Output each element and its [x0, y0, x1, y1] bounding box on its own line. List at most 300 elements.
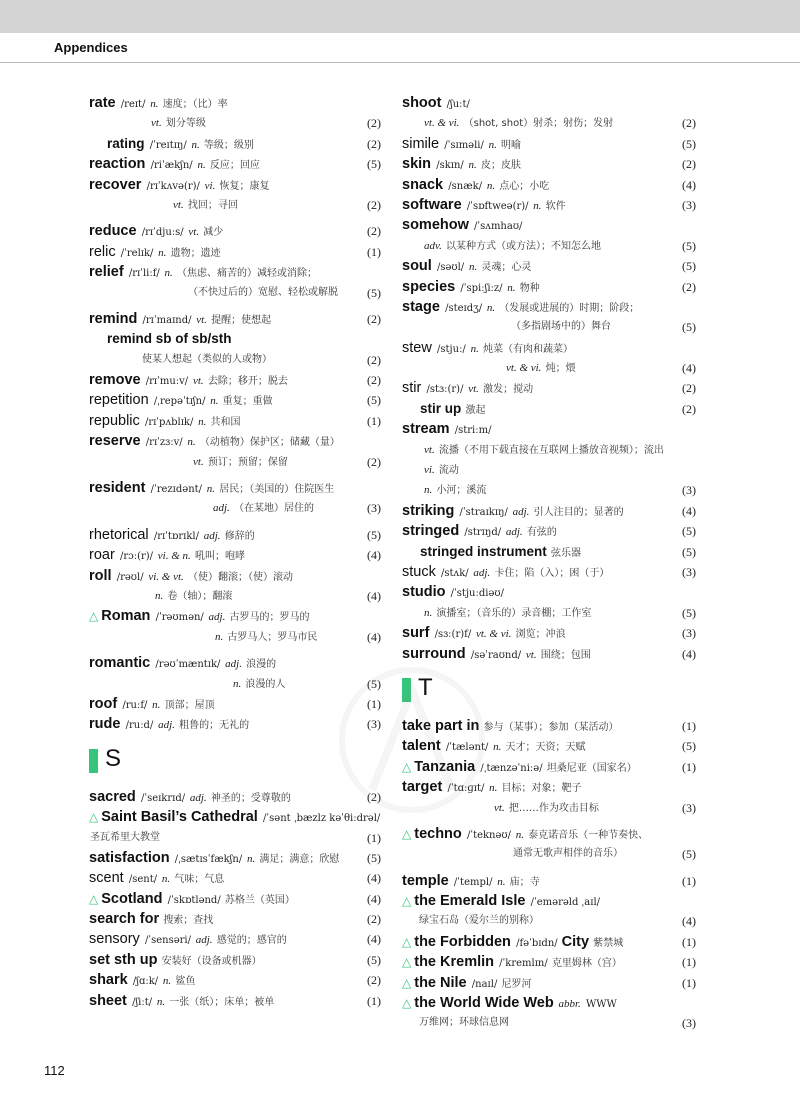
definition: 找回；寻回: [184, 199, 238, 211]
phonetic: /ˈstraɪkɪŋ/: [456, 506, 508, 518]
definition: 软件: [542, 200, 566, 212]
entry-continuation: [402, 1013, 696, 1033]
glossary-entry: [402, 501, 696, 521]
unit-number: (3): [367, 717, 381, 732]
part-of-speech: adj.: [205, 611, 226, 624]
phonetic: /fəˈbɪdn/: [512, 937, 558, 949]
sub-headword: stringed instrument: [420, 543, 547, 559]
unit-number: (3): [682, 626, 696, 641]
unit-number: (2): [682, 381, 696, 396]
unit-number: (4): [682, 177, 696, 192]
glossary-entry: [402, 736, 696, 756]
part-of-speech: n.: [233, 677, 242, 690]
part-of-speech: n.: [149, 698, 161, 711]
phonetic: /naɪl/: [468, 978, 498, 990]
entry-line: [402, 542, 696, 562]
entry-line: [89, 991, 381, 1011]
glossary-entry: [89, 909, 381, 929]
unit-number: (1): [682, 873, 696, 888]
definition: （发展或进展的）时期；阶段；: [496, 302, 640, 314]
definition: 泰克诺音乐（一种节奏快、: [525, 829, 649, 841]
definition: 满足；满意；欣慰: [256, 853, 340, 865]
headword: somehow: [402, 217, 469, 234]
definition: 流播（不用下载直接在互联网上播放音视频）；流出: [435, 444, 664, 456]
part-of-speech: vt.: [523, 648, 537, 661]
unit-number: (1): [682, 955, 696, 970]
phonetic: /ˈtempl/: [450, 876, 493, 888]
entry-line: [89, 175, 381, 195]
headword: talent: [402, 738, 441, 755]
part-of-speech: vt. & vi.: [424, 117, 460, 130]
part-of-speech: adv.: [424, 239, 442, 252]
glossary-entry: [89, 431, 381, 472]
phonetic: /rɪˈpʌblɪk/: [141, 416, 194, 428]
glossary-entry: [402, 952, 696, 972]
part-of-speech: n.: [161, 267, 173, 280]
definition: 弦乐器: [547, 547, 581, 559]
glossary-entry: [402, 93, 696, 134]
unit-number: (1): [682, 759, 696, 774]
unit-number: (2): [682, 116, 696, 131]
phonetic: /ˈrelɪk/: [117, 247, 154, 259]
glossary-entry: [89, 929, 381, 949]
definition: 气味；气息: [171, 874, 225, 886]
phonetic: /skɪn/: [433, 160, 464, 172]
headword: reaction: [89, 156, 146, 173]
part-of-speech: vt. & vi.: [506, 362, 542, 375]
phonetic: /ˈkremlɪn/: [496, 958, 548, 970]
entry-line: [402, 952, 696, 972]
glossary-entry: [89, 370, 381, 390]
headword: shoot: [402, 95, 442, 111]
headword: Roman: [101, 608, 151, 625]
headword: reserve: [89, 433, 141, 450]
entry-line: [89, 848, 381, 868]
phonetic: /ˌsætɪsˈfækʃn/: [171, 853, 243, 865]
triangle-icon: △: [402, 996, 412, 1011]
headword: target: [402, 779, 443, 796]
phonetic: /rɪˈzɜːv/: [142, 437, 183, 449]
entry-line: [89, 309, 381, 329]
phonetic: /rɪˈtɒrɪkl/: [150, 530, 199, 542]
definition: 小河；溪流: [433, 485, 487, 497]
entry-line: [402, 378, 696, 398]
unit-number: (5): [682, 605, 696, 620]
part-of-speech: adj.: [509, 505, 530, 518]
definition: （shot, shot）射杀；射伤；发射: [460, 118, 614, 130]
glossary-entry: [89, 329, 381, 370]
glossary-entry: [402, 277, 696, 297]
entry-line: [402, 195, 696, 215]
glossary-entry: [89, 950, 381, 970]
phonetic: /ˈsənt ˌbæzlz kəˈθiːdrəl/: [259, 813, 381, 825]
headword: roar: [89, 547, 115, 564]
entry-line: [402, 154, 696, 174]
entry-line: [89, 478, 381, 498]
entry-line: [402, 175, 696, 195]
glossary-column-left: [89, 93, 381, 1011]
unit-number: (2): [367, 116, 381, 131]
headword: Tanzania: [414, 758, 476, 775]
glossary-entry: [402, 378, 696, 398]
glossary-entry: [402, 215, 696, 256]
entry-line: [402, 277, 696, 297]
headword: sheet: [89, 992, 127, 1009]
letter-marker: [89, 749, 98, 773]
unit-number: (4): [682, 361, 696, 376]
headword: Saint Basil’s Cathedral: [101, 809, 258, 826]
entry-line: [402, 993, 696, 1013]
part-of-speech: vt.: [151, 117, 162, 130]
entry-line: [89, 566, 381, 586]
phonetic: /ˈseɪkrɪd/: [137, 792, 186, 804]
sub-headword: rating: [107, 135, 145, 151]
glossary-entry: [89, 889, 381, 909]
definition: 引人注目的；显著的: [530, 506, 624, 518]
definition: 去除；移开；脱去: [204, 376, 288, 388]
unit-number: (5): [367, 850, 381, 865]
definition: 皮；皮肤: [477, 160, 521, 172]
unit-number: (1): [367, 696, 381, 711]
unit-number: (5): [367, 527, 381, 542]
definition: 卡住；陷（入）；困（于）: [491, 567, 610, 579]
definition: 通常无歌声相伴的音乐）: [513, 848, 623, 860]
headword: soul: [402, 258, 432, 275]
entry-line: [89, 889, 381, 909]
part-of-speech: n.: [155, 246, 167, 259]
entry-line: [402, 297, 696, 317]
phonetic: /ˈsʌmhaʊ/: [470, 221, 523, 233]
entry-line: [89, 807, 381, 827]
glossary-entry: [89, 154, 381, 174]
phonetic: /ˈtælənt/: [442, 742, 489, 754]
headword: studio: [402, 584, 446, 601]
entry-line: [402, 501, 696, 521]
unit-number: (5): [682, 136, 696, 151]
part-of-speech: adj.: [470, 566, 491, 579]
unit-number: (2): [367, 136, 381, 151]
entry-continuation: [89, 452, 381, 472]
entry-continuation: [89, 283, 381, 303]
entry-line: [89, 545, 381, 565]
part-of-speech: n.: [160, 975, 172, 988]
part-of-speech: n.: [194, 159, 206, 172]
entry-line: [89, 950, 381, 970]
definition: 恢复；康复: [216, 180, 270, 192]
part-of-speech: vt.: [185, 226, 200, 239]
definition: 物种: [516, 282, 540, 294]
header-divider: [0, 62, 800, 63]
glossary-entry: [89, 787, 381, 807]
unit-number: (1): [682, 934, 696, 949]
headword: stuck: [402, 563, 436, 580]
entry-continuation: [402, 603, 696, 623]
headword: resident: [89, 480, 146, 497]
unit-number: (1): [367, 244, 381, 259]
part-of-speech: vt.: [193, 313, 207, 326]
phonetic: /strɪŋd/: [461, 527, 502, 539]
glossary-entry: [89, 221, 381, 241]
headword: skin: [402, 156, 432, 173]
glossary-entry: [402, 716, 696, 736]
glossary-entry: [89, 309, 381, 329]
unit-number: (2): [682, 401, 696, 416]
entry-line: [402, 824, 696, 844]
entry-continuation: [402, 317, 696, 337]
entry-line: [402, 419, 696, 439]
phonetic: /ˈstjuːdiəʊ/: [447, 588, 504, 600]
phonetic: /rɪˈkʌvə(r)/: [143, 180, 200, 192]
part-of-speech: n.: [188, 138, 200, 151]
unit-number: (5): [682, 259, 696, 274]
unit-number: (2): [682, 279, 696, 294]
entry-line: [402, 623, 696, 643]
part-of-speech: vt. & vi.: [473, 628, 512, 641]
definition: 划分等级: [162, 118, 206, 130]
unit-number: (4): [367, 588, 381, 603]
entry-line: [89, 411, 381, 431]
definition: （不快过后的）宽慰、轻松或解脱: [188, 286, 338, 298]
entry-continuation: [89, 674, 381, 694]
definition: 克里姆林（宫）: [548, 958, 622, 970]
headword: search for: [89, 911, 160, 928]
entry-continuation: [89, 498, 381, 518]
glossary-entry: [402, 973, 696, 993]
part-of-speech: n.: [486, 782, 498, 795]
part-of-speech: adj.: [503, 526, 523, 539]
phonetic: /ruːf/: [119, 699, 148, 711]
top-band: [0, 0, 800, 33]
headword: set sth up: [89, 951, 158, 968]
unit-number: (2): [682, 157, 696, 172]
unit-number: (5): [367, 676, 381, 691]
entry-line: [402, 582, 696, 602]
phonetic: /snæk/: [445, 180, 483, 192]
headword: roof: [89, 695, 118, 712]
glossary-entry: [402, 623, 696, 643]
glossary-entry: [89, 175, 381, 216]
definition: 浪漫的人: [242, 678, 286, 690]
headword: Scotland: [101, 890, 163, 907]
definition: 使某人想起（类似的人或物）: [142, 353, 272, 365]
part-of-speech: n.: [159, 873, 171, 886]
part-of-speech: vt.: [193, 455, 204, 468]
phonetic: /stɜː(r)/: [423, 384, 464, 396]
unit-number: (4): [367, 629, 381, 644]
definition: 遗物；遗迹: [167, 247, 221, 259]
headword: shark: [89, 972, 128, 989]
part-of-speech: n.: [244, 852, 256, 865]
phonetic: /səʊl/: [433, 262, 465, 274]
part-of-speech: n.: [154, 995, 166, 1008]
entry-continuation: [89, 627, 381, 647]
glossary-entry: [89, 262, 381, 303]
unit-number: (5): [682, 238, 696, 253]
definition: 演播室；（音乐的）录音棚；工作室: [433, 607, 592, 619]
section-letter-heading: [402, 672, 696, 710]
triangle-icon: △: [89, 810, 99, 825]
definition: 苏格兰（英国）: [221, 894, 295, 906]
entry-line: [89, 694, 381, 714]
glossary-entry: [89, 970, 381, 990]
part-of-speech: vt.: [465, 383, 479, 396]
entry-continuation: [89, 586, 381, 606]
glossary-entry: [89, 653, 381, 694]
phonetic: /ʃuːt/: [443, 99, 470, 110]
headword: snack: [402, 176, 444, 193]
definition: 激发；搅动: [479, 384, 534, 396]
phonetic: /striːm/: [451, 425, 492, 437]
phonetic: /stʌk/: [437, 567, 469, 579]
definition: 炖；煨: [542, 363, 576, 375]
definition: （使）翻滚；（使）滚动: [184, 571, 293, 583]
part-of-speech: n.: [184, 436, 196, 449]
definition: 圣瓦希里大教堂: [90, 831, 160, 843]
definition: 搜索；查找: [160, 915, 214, 927]
unit-number: (3): [367, 501, 381, 516]
unit-number: (2): [367, 311, 381, 326]
definition: 反应；回应: [206, 160, 260, 172]
headword: software: [402, 196, 462, 213]
phonetic: /ˌrepəˈtɪʃn/: [150, 396, 206, 408]
entry-line: [402, 777, 696, 797]
headword: sensory: [89, 931, 140, 948]
triangle-icon: △: [89, 891, 99, 906]
entry-continuation: [89, 195, 381, 215]
glossary-entry: [89, 848, 381, 868]
definition: 把……作为攻击目标: [505, 802, 599, 814]
entry-line: [89, 431, 381, 451]
phonetic: /ˈteknəʊ/: [463, 829, 511, 841]
definition: 速度；（比）率: [159, 99, 228, 110]
definition: 顶部；屋顶: [161, 699, 215, 711]
glossary-entry: [402, 562, 696, 582]
part-of-speech: n.: [207, 395, 219, 408]
definition: 紫禁城: [590, 937, 624, 949]
entry-line: [402, 562, 696, 582]
definition: 神圣的；受尊敬的: [207, 792, 291, 804]
definition: 重复；重做: [219, 396, 273, 408]
glossary-entry: [402, 297, 696, 338]
entry-continuation: [89, 828, 381, 848]
entry-line: [402, 215, 696, 235]
glossary-entry: [402, 644, 696, 664]
unit-number: (5): [682, 524, 696, 539]
headword: the Emerald Isle: [414, 893, 526, 910]
headword: recover: [89, 176, 142, 193]
unit-number: (2): [367, 973, 381, 988]
unit-number: (3): [682, 800, 696, 815]
entry-line: [89, 370, 381, 390]
entry-line: [89, 714, 381, 734]
glossary-entry: [402, 871, 696, 891]
entry-line: [402, 134, 696, 154]
entry-line: [402, 399, 696, 419]
phonetic: /sɜː(r)f/: [431, 629, 472, 641]
unit-number: (1): [682, 718, 696, 733]
part-of-speech: n.: [155, 589, 164, 602]
definition: 绿宝石岛（爱尔兰的别称）: [419, 915, 539, 927]
part-of-speech: adj.: [200, 529, 221, 542]
headword: stir: [402, 380, 422, 397]
phonetic: /ˈemərəld ˌaɪl/: [527, 897, 601, 909]
abbreviation: WWW: [582, 999, 617, 1011]
headword: stage: [402, 298, 440, 315]
part-of-speech: n.: [494, 875, 506, 888]
definition: 修辞的: [221, 530, 255, 542]
triangle-icon: △: [402, 826, 412, 841]
entry-continuation: [402, 460, 696, 480]
phonetic: /ʃɑːk/: [129, 976, 159, 988]
phonetic: /ˈrəʊmən/: [152, 612, 204, 624]
headword: surf: [402, 625, 430, 642]
headword: the Forbidden: [414, 933, 511, 950]
phonetic: /riˈækʃn/: [147, 160, 193, 172]
part-of-speech: n.: [467, 342, 479, 355]
glossary-entry: [402, 993, 696, 1034]
part-of-speech: vi. & vt.: [145, 570, 184, 583]
definition: 围绕；包围: [537, 649, 591, 661]
definition: 粗鲁的；无礼的: [175, 720, 250, 732]
definition: 流动: [435, 465, 459, 477]
entry-line: [89, 787, 381, 807]
glossary-entry: [89, 93, 381, 134]
unit-number: (5): [682, 739, 696, 754]
entry-line: [89, 868, 381, 888]
entry-line: [402, 736, 696, 756]
part-of-speech: adj.: [213, 502, 230, 515]
glossary-entry: [89, 545, 381, 565]
definition: 浏览；冲浪: [512, 629, 566, 641]
glossary-entry: [402, 932, 696, 952]
unit-number: (4): [682, 914, 696, 929]
glossary-entry: [402, 338, 696, 379]
part-of-speech: n.: [513, 828, 524, 841]
part-of-speech: n.: [215, 630, 224, 643]
entry-line: [402, 644, 696, 664]
unit-number: (1): [682, 975, 696, 990]
glossary-entry: [402, 256, 696, 276]
entry-line: [402, 973, 696, 993]
glossary-entry: [89, 807, 381, 848]
unit-number: (1): [367, 993, 381, 1008]
part-of-speech: vt.: [173, 198, 184, 211]
entry-line: [89, 390, 381, 410]
headword: simile: [402, 135, 440, 152]
definition: 卷（轴）；翻滚: [164, 590, 233, 602]
phonetic: /ˈsɪməli/: [441, 139, 484, 151]
phonetic: /reɪt/: [117, 99, 146, 110]
unit-number: (2): [367, 789, 381, 804]
part-of-speech: vt.: [190, 375, 204, 388]
glossary-entry: [89, 242, 381, 262]
definition: 万维网；环球信息网: [419, 1017, 509, 1029]
part-of-speech: n.: [466, 261, 478, 274]
part-of-speech: vi.: [424, 464, 435, 477]
unit-number: (5): [682, 320, 696, 335]
entry-continuation: [402, 798, 696, 818]
definition: 灵魂；心灵: [478, 262, 532, 274]
unit-number: (3): [682, 564, 696, 579]
definition: （多指剧场中的）舞台: [511, 321, 611, 333]
definition: 以某种方式（或方法）；不知怎么地: [442, 240, 602, 252]
entry-line: [402, 932, 696, 952]
entry-continuation: [89, 350, 381, 370]
part-of-speech: vi. & n.: [155, 550, 191, 563]
headword: temple: [402, 872, 449, 889]
phonetic: /rɪˈmuːv/: [142, 376, 189, 388]
glossary-entry: [402, 154, 696, 174]
